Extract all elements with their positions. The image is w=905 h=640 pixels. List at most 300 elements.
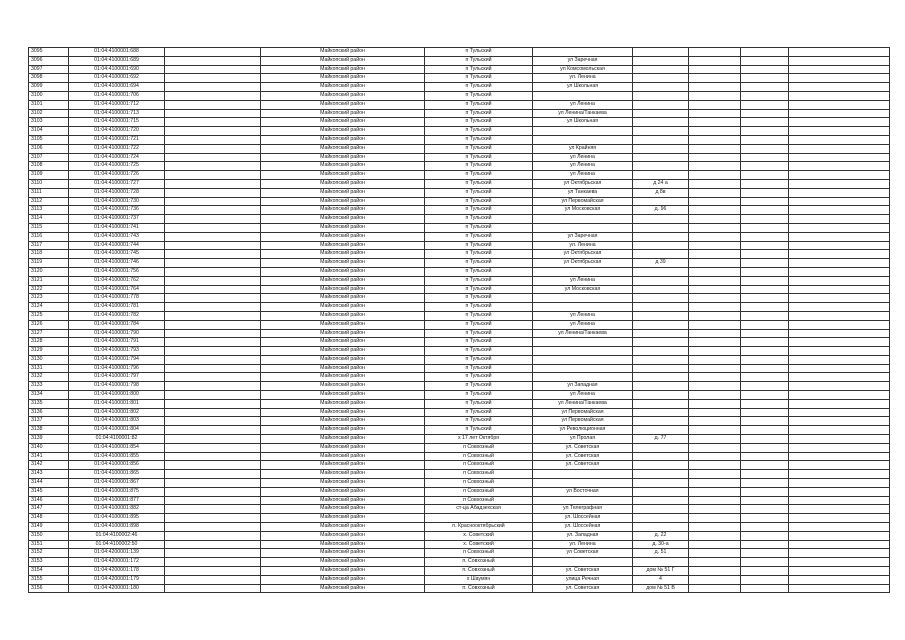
house-cell	[633, 514, 689, 523]
row-number-cell: 3134	[29, 391, 69, 400]
empty-cell-cell	[789, 470, 890, 479]
cadastral-number-cell: 01:04:4100001:796	[69, 364, 165, 373]
district-cell: Майкопский район	[261, 558, 425, 567]
row-number-cell: 3116	[29, 232, 69, 241]
empty-cell-cell	[741, 584, 789, 593]
house-cell	[633, 399, 689, 408]
table-row	[29, 479, 890, 488]
empty-cell-cell	[789, 575, 890, 584]
empty-cell-cell	[689, 558, 741, 567]
empty-cell-cell	[165, 179, 261, 188]
house-cell	[633, 347, 689, 356]
row-number-cell: 3123	[29, 294, 69, 303]
settlement-cell: п Совхозный	[425, 496, 533, 505]
street-cell: ул. Советская	[533, 584, 633, 593]
empty-cell-cell	[741, 575, 789, 584]
table-row	[29, 109, 890, 118]
street-cell	[533, 267, 633, 276]
cadastral-number-cell: 01:04:4100001:882	[69, 505, 165, 514]
settlement-cell: п Тульский	[425, 417, 533, 426]
row-number-cell: 3138	[29, 426, 69, 435]
district-cell: Майкопский район	[261, 373, 425, 382]
row-number-cell: 3099	[29, 83, 69, 92]
district-cell: Майкопский район	[261, 417, 425, 426]
street-cell	[533, 303, 633, 312]
table-row	[29, 241, 890, 250]
table-row	[29, 391, 890, 400]
empty-cell-cell	[789, 171, 890, 180]
empty-cell-cell	[165, 364, 261, 373]
house-cell	[633, 364, 689, 373]
row-number-cell: 3142	[29, 461, 69, 470]
empty-cell-cell	[689, 48, 741, 57]
empty-cell-cell	[789, 584, 890, 593]
house-cell: д. 30-а	[633, 540, 689, 549]
empty-cell-cell	[789, 223, 890, 232]
settlement-cell: х. Советский	[425, 540, 533, 549]
empty-cell-cell	[789, 408, 890, 417]
table-row	[29, 276, 890, 285]
street-cell	[533, 496, 633, 505]
empty-cell-cell	[789, 153, 890, 162]
street-cell: ул. Советская	[533, 567, 633, 576]
street-cell: ул. Шоссейная	[533, 523, 633, 532]
empty-cell-cell	[789, 232, 890, 241]
empty-cell-cell	[789, 391, 890, 400]
empty-cell-cell	[165, 452, 261, 461]
street-cell: ул Первомайская	[533, 408, 633, 417]
table-row	[29, 461, 890, 470]
row-number-cell: 3105	[29, 135, 69, 144]
empty-cell-cell	[741, 531, 789, 540]
empty-cell-cell	[741, 109, 789, 118]
street-cell: ул. Советская	[533, 443, 633, 452]
empty-cell-cell	[741, 65, 789, 74]
settlement-cell: п Тульский	[425, 144, 533, 153]
street-cell	[533, 347, 633, 356]
empty-cell-cell	[689, 100, 741, 109]
empty-cell-cell	[689, 443, 741, 452]
row-number-cell: 3133	[29, 382, 69, 391]
row-number-cell: 3122	[29, 285, 69, 294]
house-cell	[633, 505, 689, 514]
row-number-cell: 3120	[29, 267, 69, 276]
table-row	[29, 382, 890, 391]
empty-cell-cell	[789, 479, 890, 488]
street-cell: ул Московская	[533, 285, 633, 294]
empty-cell-cell	[165, 144, 261, 153]
table-row	[29, 364, 890, 373]
empty-cell-cell	[741, 382, 789, 391]
empty-cell-cell	[165, 267, 261, 276]
empty-cell-cell	[789, 567, 890, 576]
table-row	[29, 452, 890, 461]
settlement-cell: п Тульский	[425, 74, 533, 83]
district-cell: Майкопский район	[261, 514, 425, 523]
street-cell	[533, 373, 633, 382]
empty-cell-cell	[689, 505, 741, 514]
empty-cell-cell	[165, 558, 261, 567]
house-cell	[633, 91, 689, 100]
empty-cell-cell	[789, 294, 890, 303]
row-number-cell: 3119	[29, 259, 69, 268]
street-cell: ул Школьная	[533, 83, 633, 92]
cadastral-number-cell: 01:04:4100001:793	[69, 347, 165, 356]
district-cell: Майкопский район	[261, 399, 425, 408]
row-number-cell: 3113	[29, 206, 69, 215]
settlement-cell: п. Краснооктябрьский	[425, 523, 533, 532]
district-cell: Майкопский район	[261, 65, 425, 74]
house-cell	[633, 65, 689, 74]
row-number-cell: 3114	[29, 215, 69, 224]
settlement-cell: п Тульский	[425, 153, 533, 162]
empty-cell-cell	[789, 347, 890, 356]
street-cell: ул. Западная	[533, 531, 633, 540]
district-cell: Майкопский район	[261, 276, 425, 285]
empty-cell-cell	[741, 311, 789, 320]
cadastral-number-cell: 01:04:4100001:713	[69, 109, 165, 118]
empty-cell-cell	[741, 523, 789, 532]
empty-cell-cell	[689, 479, 741, 488]
empty-cell-cell	[165, 74, 261, 83]
empty-cell-cell	[741, 479, 789, 488]
cadastral-number-cell: 01:04:4100001:736	[69, 206, 165, 215]
empty-cell-cell	[741, 338, 789, 347]
house-cell	[633, 162, 689, 171]
row-number-cell: 3132	[29, 373, 69, 382]
street-cell: ул Ленина	[533, 100, 633, 109]
district-cell: Майкопский район	[261, 347, 425, 356]
empty-cell-cell	[741, 241, 789, 250]
cadastral-number-cell: 01:04:4100001:706	[69, 91, 165, 100]
empty-cell-cell	[689, 338, 741, 347]
district-cell: Майкопский район	[261, 452, 425, 461]
empty-cell-cell	[689, 74, 741, 83]
empty-cell-cell	[741, 223, 789, 232]
street-cell: ул Первомайская	[533, 417, 633, 426]
empty-cell-cell	[789, 74, 890, 83]
house-cell: дом № 51 В	[633, 584, 689, 593]
empty-cell-cell	[165, 153, 261, 162]
empty-cell-cell	[789, 523, 890, 532]
empty-cell-cell	[741, 215, 789, 224]
table-row	[29, 426, 890, 435]
cadastral-number-cell: 01:04:4100001:898	[69, 523, 165, 532]
row-number-cell: 3149	[29, 523, 69, 532]
street-cell	[533, 223, 633, 232]
table-row	[29, 206, 890, 215]
empty-cell-cell	[741, 558, 789, 567]
district-cell: Майкопский район	[261, 523, 425, 532]
row-number-cell: 3136	[29, 408, 69, 417]
row-number-cell: 3104	[29, 127, 69, 136]
row-number-cell: 3152	[29, 549, 69, 558]
empty-cell-cell	[789, 461, 890, 470]
empty-cell-cell	[165, 355, 261, 364]
empty-cell-cell	[741, 276, 789, 285]
empty-cell-cell	[165, 391, 261, 400]
settlement-cell: п Тульский	[425, 223, 533, 232]
row-number-cell: 3097	[29, 65, 69, 74]
empty-cell-cell	[689, 232, 741, 241]
settlement-cell: п Совхозный	[425, 549, 533, 558]
house-cell: д. 22	[633, 531, 689, 540]
empty-cell-cell	[165, 417, 261, 426]
street-cell: ул. Шоссейная	[533, 514, 633, 523]
district-cell: Майкопский район	[261, 83, 425, 92]
row-number-cell: 3140	[29, 443, 69, 452]
cadastral-number-cell: 01:04:4100001:744	[69, 241, 165, 250]
empty-cell-cell	[789, 135, 890, 144]
empty-cell-cell	[165, 461, 261, 470]
house-cell: д. 77	[633, 435, 689, 444]
empty-cell-cell	[741, 373, 789, 382]
empty-cell-cell	[165, 223, 261, 232]
cadastral-number-cell: 01:04:4100001:689	[69, 56, 165, 65]
empty-cell-cell	[789, 100, 890, 109]
empty-cell-cell	[689, 461, 741, 470]
empty-cell-cell	[789, 215, 890, 224]
empty-cell-cell	[741, 514, 789, 523]
table-row	[29, 215, 890, 224]
empty-cell-cell	[789, 311, 890, 320]
empty-cell-cell	[165, 470, 261, 479]
table-row	[29, 496, 890, 505]
district-cell: Майкопский район	[261, 496, 425, 505]
row-number-cell: 3118	[29, 250, 69, 259]
empty-cell-cell	[165, 514, 261, 523]
settlement-cell: п Тульский	[425, 206, 533, 215]
empty-cell-cell	[689, 487, 741, 496]
empty-cell-cell	[789, 179, 890, 188]
empty-cell-cell	[689, 144, 741, 153]
district-cell: Майкопский район	[261, 250, 425, 259]
street-cell	[533, 215, 633, 224]
district-cell: Майкопский район	[261, 584, 425, 593]
street-cell	[533, 338, 633, 347]
empty-cell-cell	[741, 452, 789, 461]
table-row	[29, 320, 890, 329]
row-number-cell: 3101	[29, 100, 69, 109]
district-cell: Майкопский район	[261, 285, 425, 294]
empty-cell-cell	[789, 364, 890, 373]
empty-cell-cell	[689, 311, 741, 320]
settlement-cell: п Тульский	[425, 215, 533, 224]
district-cell: Майкопский район	[261, 241, 425, 250]
empty-cell-cell	[689, 215, 741, 224]
row-number-cell: 3135	[29, 399, 69, 408]
settlement-cell: п. Совхозный	[425, 558, 533, 567]
street-cell: ул Ленина	[533, 171, 633, 180]
house-cell	[633, 48, 689, 57]
house-cell	[633, 74, 689, 83]
cadastral-number-cell: 01:04:4100001:790	[69, 329, 165, 338]
empty-cell-cell	[689, 259, 741, 268]
cadastral-number-cell: 01:04:4100001:781	[69, 303, 165, 312]
street-cell: ул Комсомольская	[533, 65, 633, 74]
row-number-cell: 3112	[29, 197, 69, 206]
table-row	[29, 259, 890, 268]
empty-cell-cell	[741, 259, 789, 268]
empty-cell-cell	[741, 179, 789, 188]
settlement-cell: п Тульский	[425, 303, 533, 312]
cadastral-number-cell: 01:04:4100001:726	[69, 171, 165, 180]
settlement-cell: п Тульский	[425, 426, 533, 435]
settlement-cell: п. Совхозный	[425, 567, 533, 576]
cadastral-number-cell: 01:04:4100001:741	[69, 223, 165, 232]
street-cell: ул Ленина/Танкаева	[533, 329, 633, 338]
house-cell	[633, 118, 689, 127]
table-row	[29, 523, 890, 532]
empty-cell-cell	[165, 100, 261, 109]
row-number-cell: 3095	[29, 48, 69, 57]
settlement-cell: п Тульский	[425, 391, 533, 400]
district-cell: Майкопский район	[261, 540, 425, 549]
empty-cell-cell	[789, 91, 890, 100]
empty-cell-cell	[689, 303, 741, 312]
district-cell: Майкопский район	[261, 74, 425, 83]
table-row	[29, 399, 890, 408]
row-number-cell: 3128	[29, 338, 69, 347]
empty-cell-cell	[789, 188, 890, 197]
empty-cell-cell	[741, 127, 789, 136]
district-cell: Майкопский район	[261, 338, 425, 347]
house-cell	[633, 215, 689, 224]
settlement-cell: п Тульский	[425, 135, 533, 144]
cadastral-number-cell: 01:04:4100001:745	[69, 250, 165, 259]
street-cell: улица Речная	[533, 575, 633, 584]
empty-cell-cell	[789, 382, 890, 391]
settlement-cell: п Тульский	[425, 118, 533, 127]
cadastral-number-cell: 01:04:4100001:690	[69, 65, 165, 74]
house-cell: 4	[633, 575, 689, 584]
empty-cell-cell	[165, 162, 261, 171]
empty-cell-cell	[689, 531, 741, 540]
empty-cell-cell	[165, 575, 261, 584]
cadastral-number-cell: 01:04:4100001:784	[69, 320, 165, 329]
settlement-cell: х. Советский	[425, 531, 533, 540]
empty-cell-cell	[741, 285, 789, 294]
table-row	[29, 285, 890, 294]
empty-cell-cell	[165, 285, 261, 294]
table-row	[29, 443, 890, 452]
table-row	[29, 575, 890, 584]
row-number-cell: 3137	[29, 417, 69, 426]
district-cell: Майкопский район	[261, 575, 425, 584]
settlement-cell: п Тульский	[425, 267, 533, 276]
row-number-cell: 3117	[29, 241, 69, 250]
cadastral-number-cell: 01:04:4100001:895	[69, 514, 165, 523]
empty-cell-cell	[689, 223, 741, 232]
empty-cell-cell	[165, 320, 261, 329]
house-cell	[633, 443, 689, 452]
house-cell	[633, 197, 689, 206]
empty-cell-cell	[741, 364, 789, 373]
table-row	[29, 153, 890, 162]
district-cell: Майкопский район	[261, 443, 425, 452]
settlement-cell: п Тульский	[425, 320, 533, 329]
empty-cell-cell	[789, 329, 890, 338]
empty-cell-cell	[165, 215, 261, 224]
table-row	[29, 540, 890, 549]
cadastral-number-cell: 01:04:4100001:727	[69, 179, 165, 188]
cadastral-number-cell: 01:04:4100001:712	[69, 100, 165, 109]
empty-cell-cell	[741, 267, 789, 276]
street-cell: ул Ленина	[533, 276, 633, 285]
empty-cell-cell	[789, 127, 890, 136]
empty-cell-cell	[741, 549, 789, 558]
cadastral-number-cell: 01:04:4100001:800	[69, 391, 165, 400]
house-cell	[633, 267, 689, 276]
house-cell	[633, 452, 689, 461]
district-cell: Майкопский район	[261, 567, 425, 576]
empty-cell-cell	[689, 426, 741, 435]
empty-cell-cell	[741, 347, 789, 356]
empty-cell-cell	[789, 303, 890, 312]
house-cell	[633, 83, 689, 92]
street-cell: ул. Ленина	[533, 241, 633, 250]
table-row	[29, 567, 890, 576]
empty-cell-cell	[689, 575, 741, 584]
row-number-cell: 3125	[29, 311, 69, 320]
settlement-cell: п Тульский	[425, 179, 533, 188]
row-number-cell: 3100	[29, 91, 69, 100]
house-cell	[633, 338, 689, 347]
house-cell	[633, 329, 689, 338]
cadastral-number-cell: 01:04:4100002:46	[69, 531, 165, 540]
street-cell: ул Крайняя	[533, 144, 633, 153]
row-number-cell: 3127	[29, 329, 69, 338]
table-row	[29, 83, 890, 92]
district-cell: Майкопский район	[261, 56, 425, 65]
district-cell: Майкопский район	[261, 303, 425, 312]
settlement-cell: п Совхозный	[425, 470, 533, 479]
house-cell	[633, 461, 689, 470]
table-row	[29, 514, 890, 523]
empty-cell-cell	[689, 514, 741, 523]
district-cell: Майкопский район	[261, 320, 425, 329]
street-cell	[533, 364, 633, 373]
table-row	[29, 311, 890, 320]
district-cell: Майкопский район	[261, 408, 425, 417]
settlement-cell: п Тульский	[425, 48, 533, 57]
empty-cell-cell	[789, 241, 890, 250]
settlement-cell: п Совхозный	[425, 452, 533, 461]
empty-cell-cell	[165, 188, 261, 197]
street-cell: ул Октябрьская	[533, 259, 633, 268]
house-cell	[633, 523, 689, 532]
district-cell: Майкопский район	[261, 48, 425, 57]
table-row	[29, 56, 890, 65]
table-row	[29, 329, 890, 338]
settlement-cell: п Тульский	[425, 241, 533, 250]
empty-cell-cell	[165, 399, 261, 408]
row-number-cell: 3103	[29, 118, 69, 127]
empty-cell-cell	[165, 487, 261, 496]
settlement-cell: п Тульский	[425, 373, 533, 382]
settlement-cell: п Тульский	[425, 250, 533, 259]
district-cell: Майкопский район	[261, 232, 425, 241]
settlement-cell: п Тульский	[425, 65, 533, 74]
cadastral-number-cell: 01:04:4100001:721	[69, 135, 165, 144]
empty-cell-cell	[789, 267, 890, 276]
table-row	[29, 171, 890, 180]
settlement-cell: п Тульский	[425, 347, 533, 356]
empty-cell-cell	[165, 373, 261, 382]
empty-cell-cell	[741, 417, 789, 426]
empty-cell-cell	[741, 206, 789, 215]
row-number-cell: 3147	[29, 505, 69, 514]
